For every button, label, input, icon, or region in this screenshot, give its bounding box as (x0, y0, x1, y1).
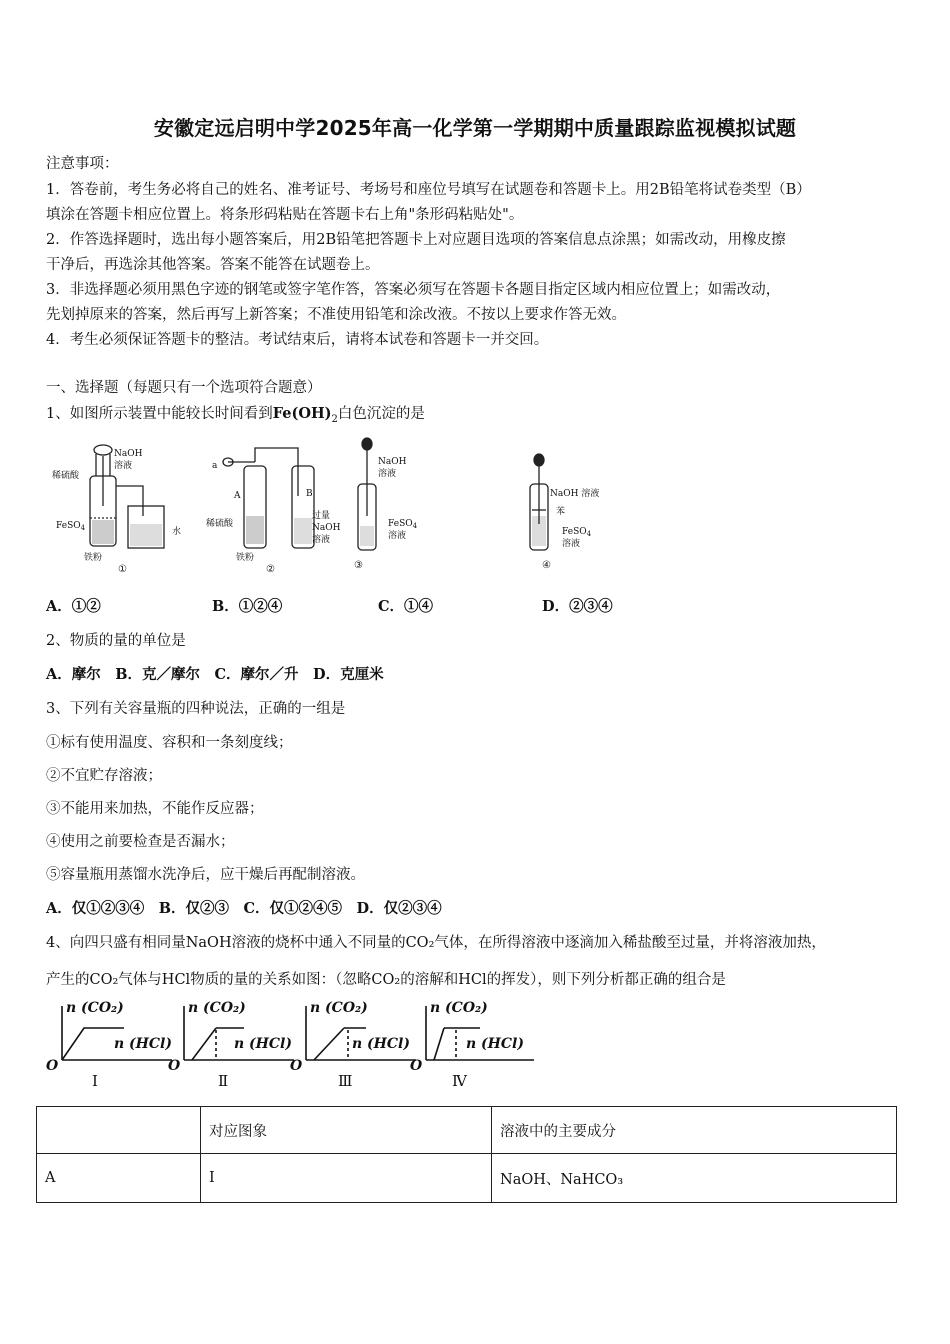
graph4-x-label: n (HCl) (466, 1036, 524, 1052)
table-header-cell: 对应图象 (201, 1107, 492, 1154)
label-n3: ③ (354, 560, 363, 571)
graph4-label: Ⅳ (452, 1072, 467, 1090)
graph2-origin: O (168, 1058, 181, 1074)
q3-stem: 3、下列有关容量瓶的四种说法，正确的一组是 (46, 701, 346, 717)
q3-options[interactable]: A．仅①②③④ B．仅②③ C．仅①②④⑤ D．仅②③④ (46, 900, 442, 917)
graph2-label: Ⅱ (218, 1072, 229, 1090)
q1-formula-sub: 2 (331, 413, 338, 425)
graph3-x-label: n (HCl) (352, 1036, 410, 1052)
label-dilute-acid: 稀硫酸 (52, 471, 80, 481)
table-row (37, 1154, 897, 1203)
q1-option-c[interactable]: C．①④ (378, 598, 434, 615)
table-header-row (37, 1107, 897, 1154)
notice-line: 1．答卷前，考生务必将自己的姓名、准考证号、考场号和座位号填写在试题卷和答题卡上。用2B铅笔将试卷类型（B） (46, 182, 811, 198)
graph2-x-label: n (HCl) (234, 1036, 292, 1052)
graph1-label: Ⅰ (92, 1072, 98, 1090)
graph3-label: Ⅲ (338, 1072, 353, 1090)
notice-line: 3．非选择题必须用黑色字迹的钢笔或签字笔作答，答案必须写在答题卡各题目指定区域内相应位置上；如需改动， (46, 282, 781, 298)
graph3-y-label: n (CO₂) (310, 1000, 368, 1016)
label-benzene: 苯 (556, 507, 566, 517)
q3-item: ⑤容量瓶用蒸馏水洗净后，应干燥后再配制溶液。 (46, 867, 365, 883)
section-heading: 一、选择题（每题只有一个选项符合题意） (46, 380, 322, 396)
graph4-origin: O (410, 1058, 423, 1074)
label-A: A (234, 491, 241, 501)
label-soln-3b: 溶液 (388, 531, 407, 541)
graph4-y-label: n (CO₂) (430, 1000, 488, 1016)
q2-stem: 2、物质的量的单位是 (46, 633, 186, 649)
q4-stem-line1: 4、向四只盛有相同量NaOH溶液的烧杯中通入不同量的CO₂气体，在所得溶液中逐滴加入稀盐酸至过量，并将溶液加热， (46, 935, 826, 951)
q1-stem-prefix: 1、如图所示装置中能较长时间看到 (46, 406, 273, 422)
graph1-x-label: n (HCl) (114, 1036, 172, 1052)
label-naoh-2: NaOH (312, 523, 341, 533)
q3-item: ③不能用来加热，不能作反应器； (46, 801, 264, 817)
q2-options[interactable]: A．摩尔 B．克／摩尔 C．摩尔／升 D．克厘米 (46, 666, 384, 683)
apparatus-figure (48, 436, 608, 576)
co2-hcl-graphs (44, 994, 534, 1090)
notice-line: 先划掉原来的答案，然后再写上新答案；不准使用铅笔和涂改液。不按以上要求作答无效。 (46, 307, 626, 323)
notice-line: 干净后，再选涂其他答案。答案不能答在试题卷上。 (46, 257, 380, 273)
graph1-y-label: n (CO₂) (66, 1000, 124, 1016)
notice-line: 2．作答选择题时，选出每小题答案后，用2B铅笔把答题卡上对应题目选项的答案信息点涂黑；如需改动，用橡皮擦 (46, 232, 786, 248)
label-B: B (306, 489, 313, 499)
label-naoh-3: NaOH (378, 457, 407, 467)
label-water: 水 (172, 527, 182, 537)
q3-item: ①标有使用温度、容积和一条刻度线； (46, 735, 293, 751)
label-feso4-4: FeSO$_4$ (562, 527, 592, 538)
table-header-cell (37, 1107, 201, 1154)
label-iron-2: 铁粉 (236, 553, 255, 563)
notice-heading: 注意事项： (46, 156, 119, 172)
label-excess: 过量 (312, 511, 331, 521)
label-soln-4: 溶液 (562, 539, 581, 549)
label-iron: 铁粉 (84, 553, 103, 563)
label-n4: ④ (542, 560, 551, 571)
label-dilute-acid-2: 稀硫酸 (206, 519, 234, 529)
q4-answer-table (36, 1106, 897, 1203)
label-n2: ② (266, 564, 275, 575)
graph2-y-label: n (CO₂) (188, 1000, 246, 1016)
q3-item: ②不宜贮存溶液； (46, 768, 162, 784)
label-n1: ① (118, 564, 127, 575)
label-soln: 溶液 (114, 461, 133, 471)
label-soln-2: 溶液 (312, 535, 331, 545)
table-cell: NaOH、NaHCO₃ (492, 1154, 897, 1203)
label-naoh-4: NaOH 溶液 (550, 489, 600, 499)
q1-option-b[interactable]: B．①②④ (212, 598, 283, 615)
label-a: a (212, 461, 218, 471)
table-cell: A (37, 1154, 201, 1203)
q1-option-a[interactable]: A．①② (46, 598, 101, 615)
graph1-origin: O (46, 1058, 59, 1074)
label-soln-3: 溶液 (378, 469, 397, 479)
page-title: 安徽定远启明中学2025年高一化学第一学期期中质量跟踪监视模拟试题 (153, 116, 797, 140)
table-cell: Ⅰ (201, 1154, 492, 1203)
q3-item: ④使用之前要检查是否漏水； (46, 834, 235, 850)
label-feso4: FeSO$_4$ (56, 521, 86, 532)
q1-formula: Fe(OH) (272, 405, 332, 422)
graph3-origin: O (290, 1058, 303, 1074)
notice-line: 4．考生必须保证答题卡的整洁。考试结束后，请将本试卷和答题卡一并交回。 (46, 332, 549, 348)
q1-stem (46, 402, 425, 425)
label-feso4-3: FeSO$_4$ (388, 519, 418, 530)
apparatus-3 (358, 438, 376, 550)
table-header-cell: 溶液中的主要成分 (492, 1107, 897, 1154)
q1-stem-suffix: 白色沉淀的是 (337, 406, 425, 422)
label-naoh: NaOH (114, 449, 143, 459)
q1-option-d[interactable]: D．②③④ (542, 598, 613, 615)
notice-line: 填涂在答题卡相应位置上。将条形码粘贴在答题卡右上角"条形码粘贴处"。 (46, 207, 524, 223)
apparatus-4 (530, 454, 548, 550)
q4-stem-line2: 产生的CO₂气体与HCl物质的量的关系如图：（忽略CO₂的溶解和HCl的挥发），则下列分析都正确的组合是 (46, 972, 726, 988)
